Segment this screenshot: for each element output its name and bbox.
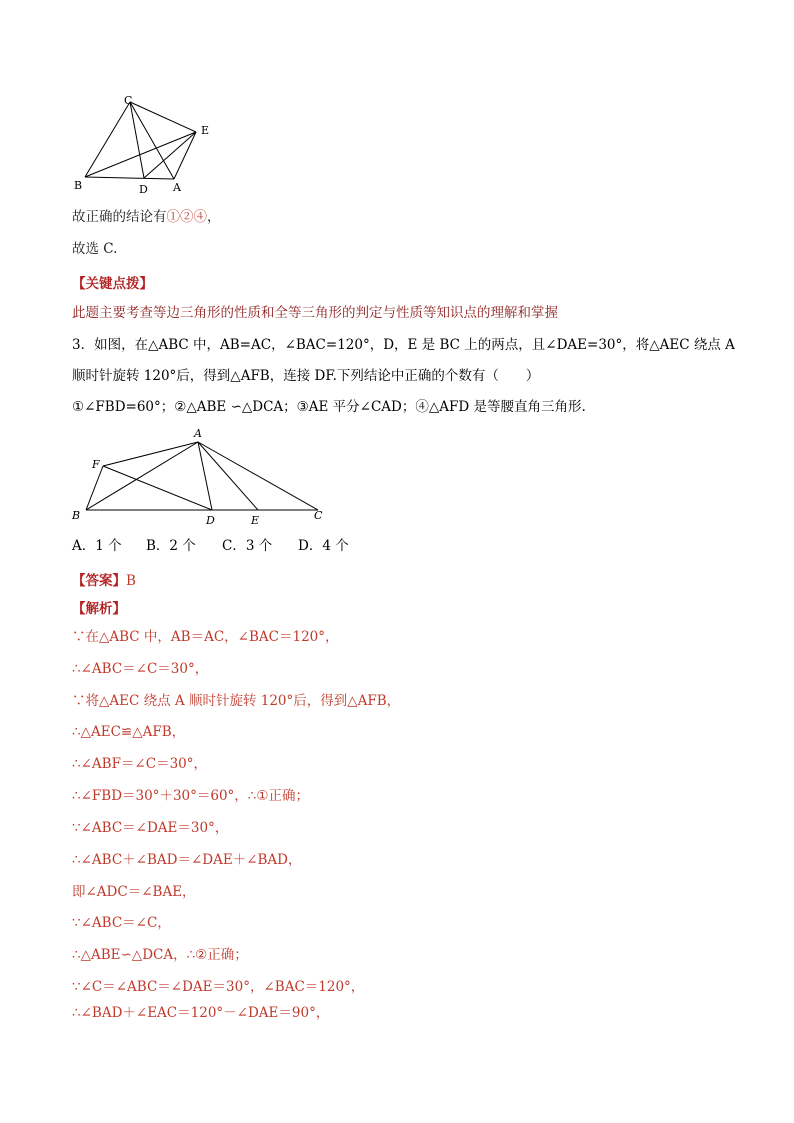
label-f: F — [92, 458, 100, 471]
segment-ba — [85, 177, 174, 179]
key-point-heading: 【关键点拨】 — [72, 276, 153, 292]
conclusion-highlight: ①②④ — [166, 209, 207, 225]
label-b: B — [74, 179, 83, 192]
segment-ad — [198, 442, 212, 510]
segment-ba — [86, 442, 198, 510]
figure-1-diagram — [70, 92, 230, 202]
label-a: A — [194, 427, 202, 440]
solution-line-5: ∴∠ABF＝∠C＝30°， — [72, 756, 208, 772]
conclusion-suffix: ， — [207, 209, 221, 225]
conclusion-prefix: 故正确的结论有 — [72, 209, 167, 225]
option-b: B．2 个 — [146, 538, 196, 554]
question-line-1: 3．如图，在△ABC 中，AB=AC，∠BAC=120°，D，E 是 BC 上的两点，且∠DAE=30°，将△AEC 绕点 A — [72, 337, 735, 353]
solution-line-7: ∵∠ABC＝∠DAE＝30°， — [72, 820, 229, 836]
key-point-text: 此题主要考查等边三角形的性质和全等三角形的判定与性质等知识点的理解和掌握 — [72, 305, 558, 321]
answer-label: 【答案】 — [72, 573, 126, 589]
label-d: D — [139, 183, 148, 196]
label-c: C — [314, 509, 323, 522]
segment-ec — [130, 102, 196, 132]
solution-line-4: ∴△AEC≌△AFB， — [72, 724, 186, 740]
solution-line-3: ∵将△AEC 绕点 A 顺时针旋转 120°后，得到△AFB， — [72, 693, 401, 709]
question-line-2: 顺时针旋转 120°后，得到△AFB，连接 DF.下列结论中正确的个数有（ ） — [72, 368, 540, 384]
solution-line-10: ∵∠ABC＝∠C， — [72, 915, 171, 931]
question-line-3: ①∠FBD=60°；②△ABE ∽△DCA；③AE 平分∠CAD；④△AFD 是等腰直角三角形. — [72, 399, 586, 415]
solution-line-2: ∴∠ABC＝∠C＝30°， — [72, 661, 209, 677]
choice-line: 故选 C. — [72, 241, 118, 257]
segment-fa — [103, 442, 198, 466]
segment-be — [85, 132, 196, 177]
segment-ac — [198, 442, 318, 510]
label-c: C — [124, 94, 133, 107]
analysis-heading: 【解析】 — [72, 601, 126, 617]
label-e: E — [251, 514, 260, 527]
segment-ae — [198, 442, 258, 510]
label-e: E — [201, 124, 210, 137]
solution-line-11: ∴△ABE∽△DCA，∴②正确； — [72, 947, 248, 963]
solution-line-12: ∵∠C＝∠ABC＝∠DAE＝30°，∠BAC＝120°， — [72, 979, 365, 995]
option-a: A．1 个 — [72, 538, 122, 554]
solution-line-6: ∴∠FBD＝30°＋30°＝60°，∴①正确； — [72, 788, 309, 804]
segment-cb — [85, 102, 130, 177]
label-d: D — [206, 514, 215, 527]
solution-line-13: ∴∠BAD＋∠EAC＝120°－∠DAE＝90°， — [72, 1005, 330, 1021]
option-d: D．4 个 — [298, 538, 349, 554]
conclusion-line — [72, 208, 221, 226]
label-b: B — [72, 509, 81, 522]
answer-value: B — [126, 573, 136, 589]
solution-line-1: ∵在△ABC 中，AB＝AC，∠BAC＝120°， — [72, 629, 339, 645]
figure-2-diagram — [66, 420, 336, 532]
solution-line-8: ∴∠ABC＋∠BAD＝∠DAE＋∠BAD， — [72, 852, 302, 868]
option-c: C．3 个 — [222, 538, 273, 554]
label-a: A — [173, 181, 181, 194]
answer-line — [72, 569, 136, 590]
segment-bf — [86, 466, 103, 510]
solution-line-9: 即∠ADC＝∠BAE， — [72, 884, 196, 900]
segment-fd — [103, 466, 212, 510]
